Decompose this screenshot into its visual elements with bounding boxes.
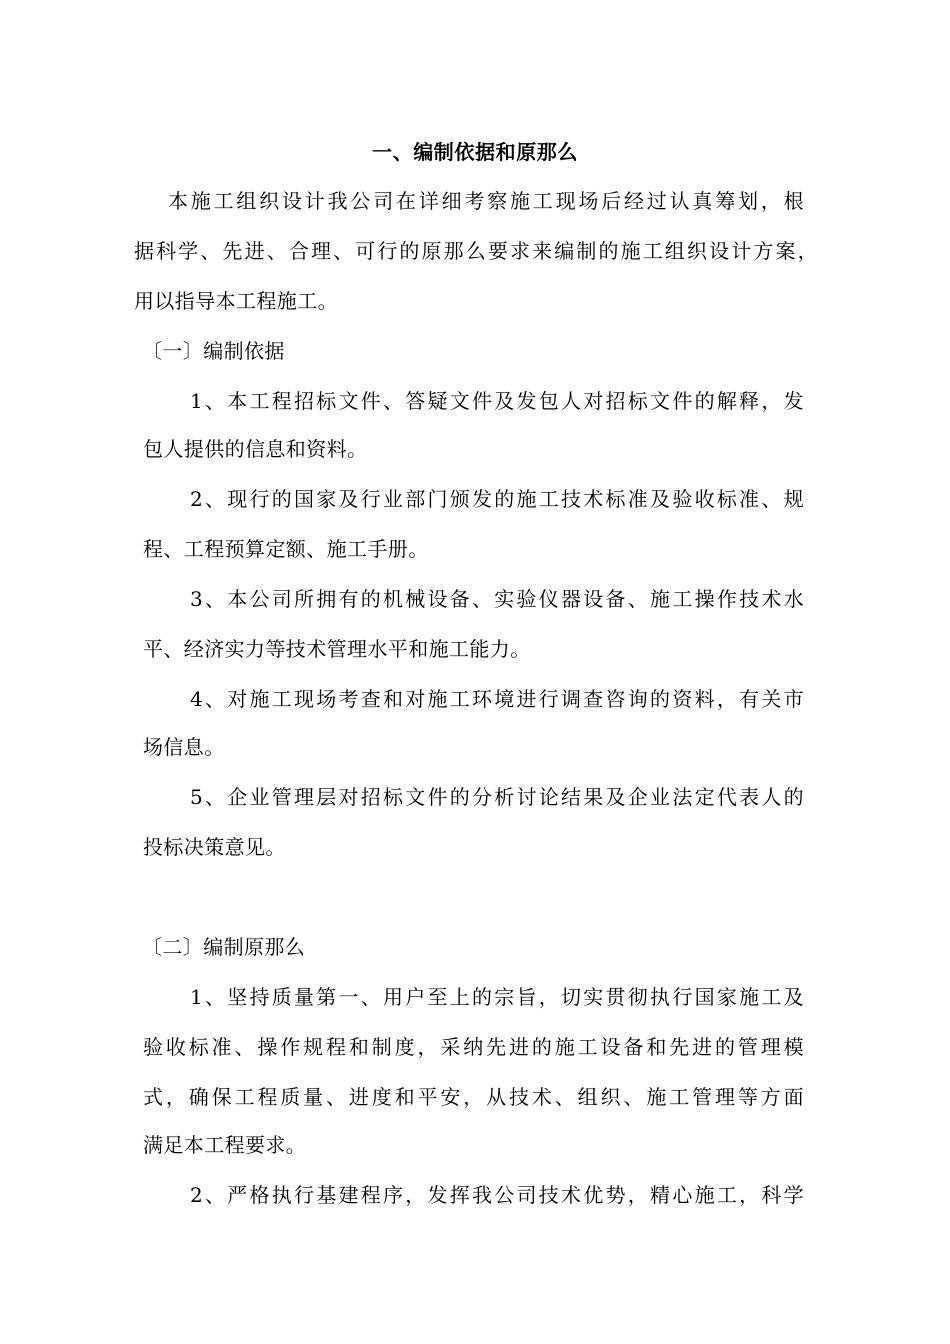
section1-item-3-line-1: 3、本公司所拥有的机械设备、实验仪器设备、施工操作技术水 xyxy=(190,587,804,611)
section1-item-5-line-1: 5、企业管理层对招标文件的分析讨论结果及企业法定代表人的 xyxy=(190,785,804,809)
section2-item-1-line-3: 式，确保工程质量、进度和平安，从技术、组织、施工管理等方面 xyxy=(143,1085,804,1109)
section1-item-3-line-2: 平、经济实力等技术管理水平和施工能力。 xyxy=(143,637,531,661)
section2-item-1-line-2: 验收标准、操作规程和制度，采纳先进的施工设备和先进的管理模 xyxy=(143,1035,804,1059)
section1-item-2-line-1: 2、现行的国家及行业部门颁发的施工技术标准及验收标准、规 xyxy=(190,487,804,511)
section1-item-1-line-2: 包人提供的信息和资料。 xyxy=(143,437,368,461)
intro-line-2: 据科学、先进、合理、可行的原那么要求来编制的施工组织设计方案， xyxy=(134,239,818,263)
intro-line-3: 用以指导本工程施工。 xyxy=(134,289,338,313)
document-title: 一、编制依据和原那么 xyxy=(372,140,578,164)
section1-item-2-line-2: 程、工程预算定额、施工手册。 xyxy=(143,537,429,561)
section2-item-2-line-1: 2、严格执行基建程序，发挥我公司技术优势，精心施工，科学 xyxy=(190,1183,804,1207)
section1-item-5-line-2: 投标决策意见。 xyxy=(143,835,286,859)
section1-item-4-line-1: 4、对施工现场考查和对施工环境进行调查咨询的资料，有关市 xyxy=(190,687,804,711)
intro-line-1: 本施工组织设计我公司在详细考察施工现场后经过认真筹划，根 xyxy=(168,189,804,213)
section2-item-1-line-1: 1、坚持质量第一、用户至上的宗旨，切实贯彻执行国家施工及 xyxy=(190,985,804,1009)
section1-item-1-line-1: 1、本工程招标文件、答疑文件及发包人对招标文件的解释，发 xyxy=(190,389,804,413)
section2-item-1-line-4: 满足本工程要求。 xyxy=(143,1133,307,1157)
section1-heading: 〔一〕编制依据 xyxy=(142,339,285,363)
section2-heading: 〔二〕编制原那么 xyxy=(142,935,306,959)
section1-item-4-line-2: 场信息。 xyxy=(143,735,225,759)
